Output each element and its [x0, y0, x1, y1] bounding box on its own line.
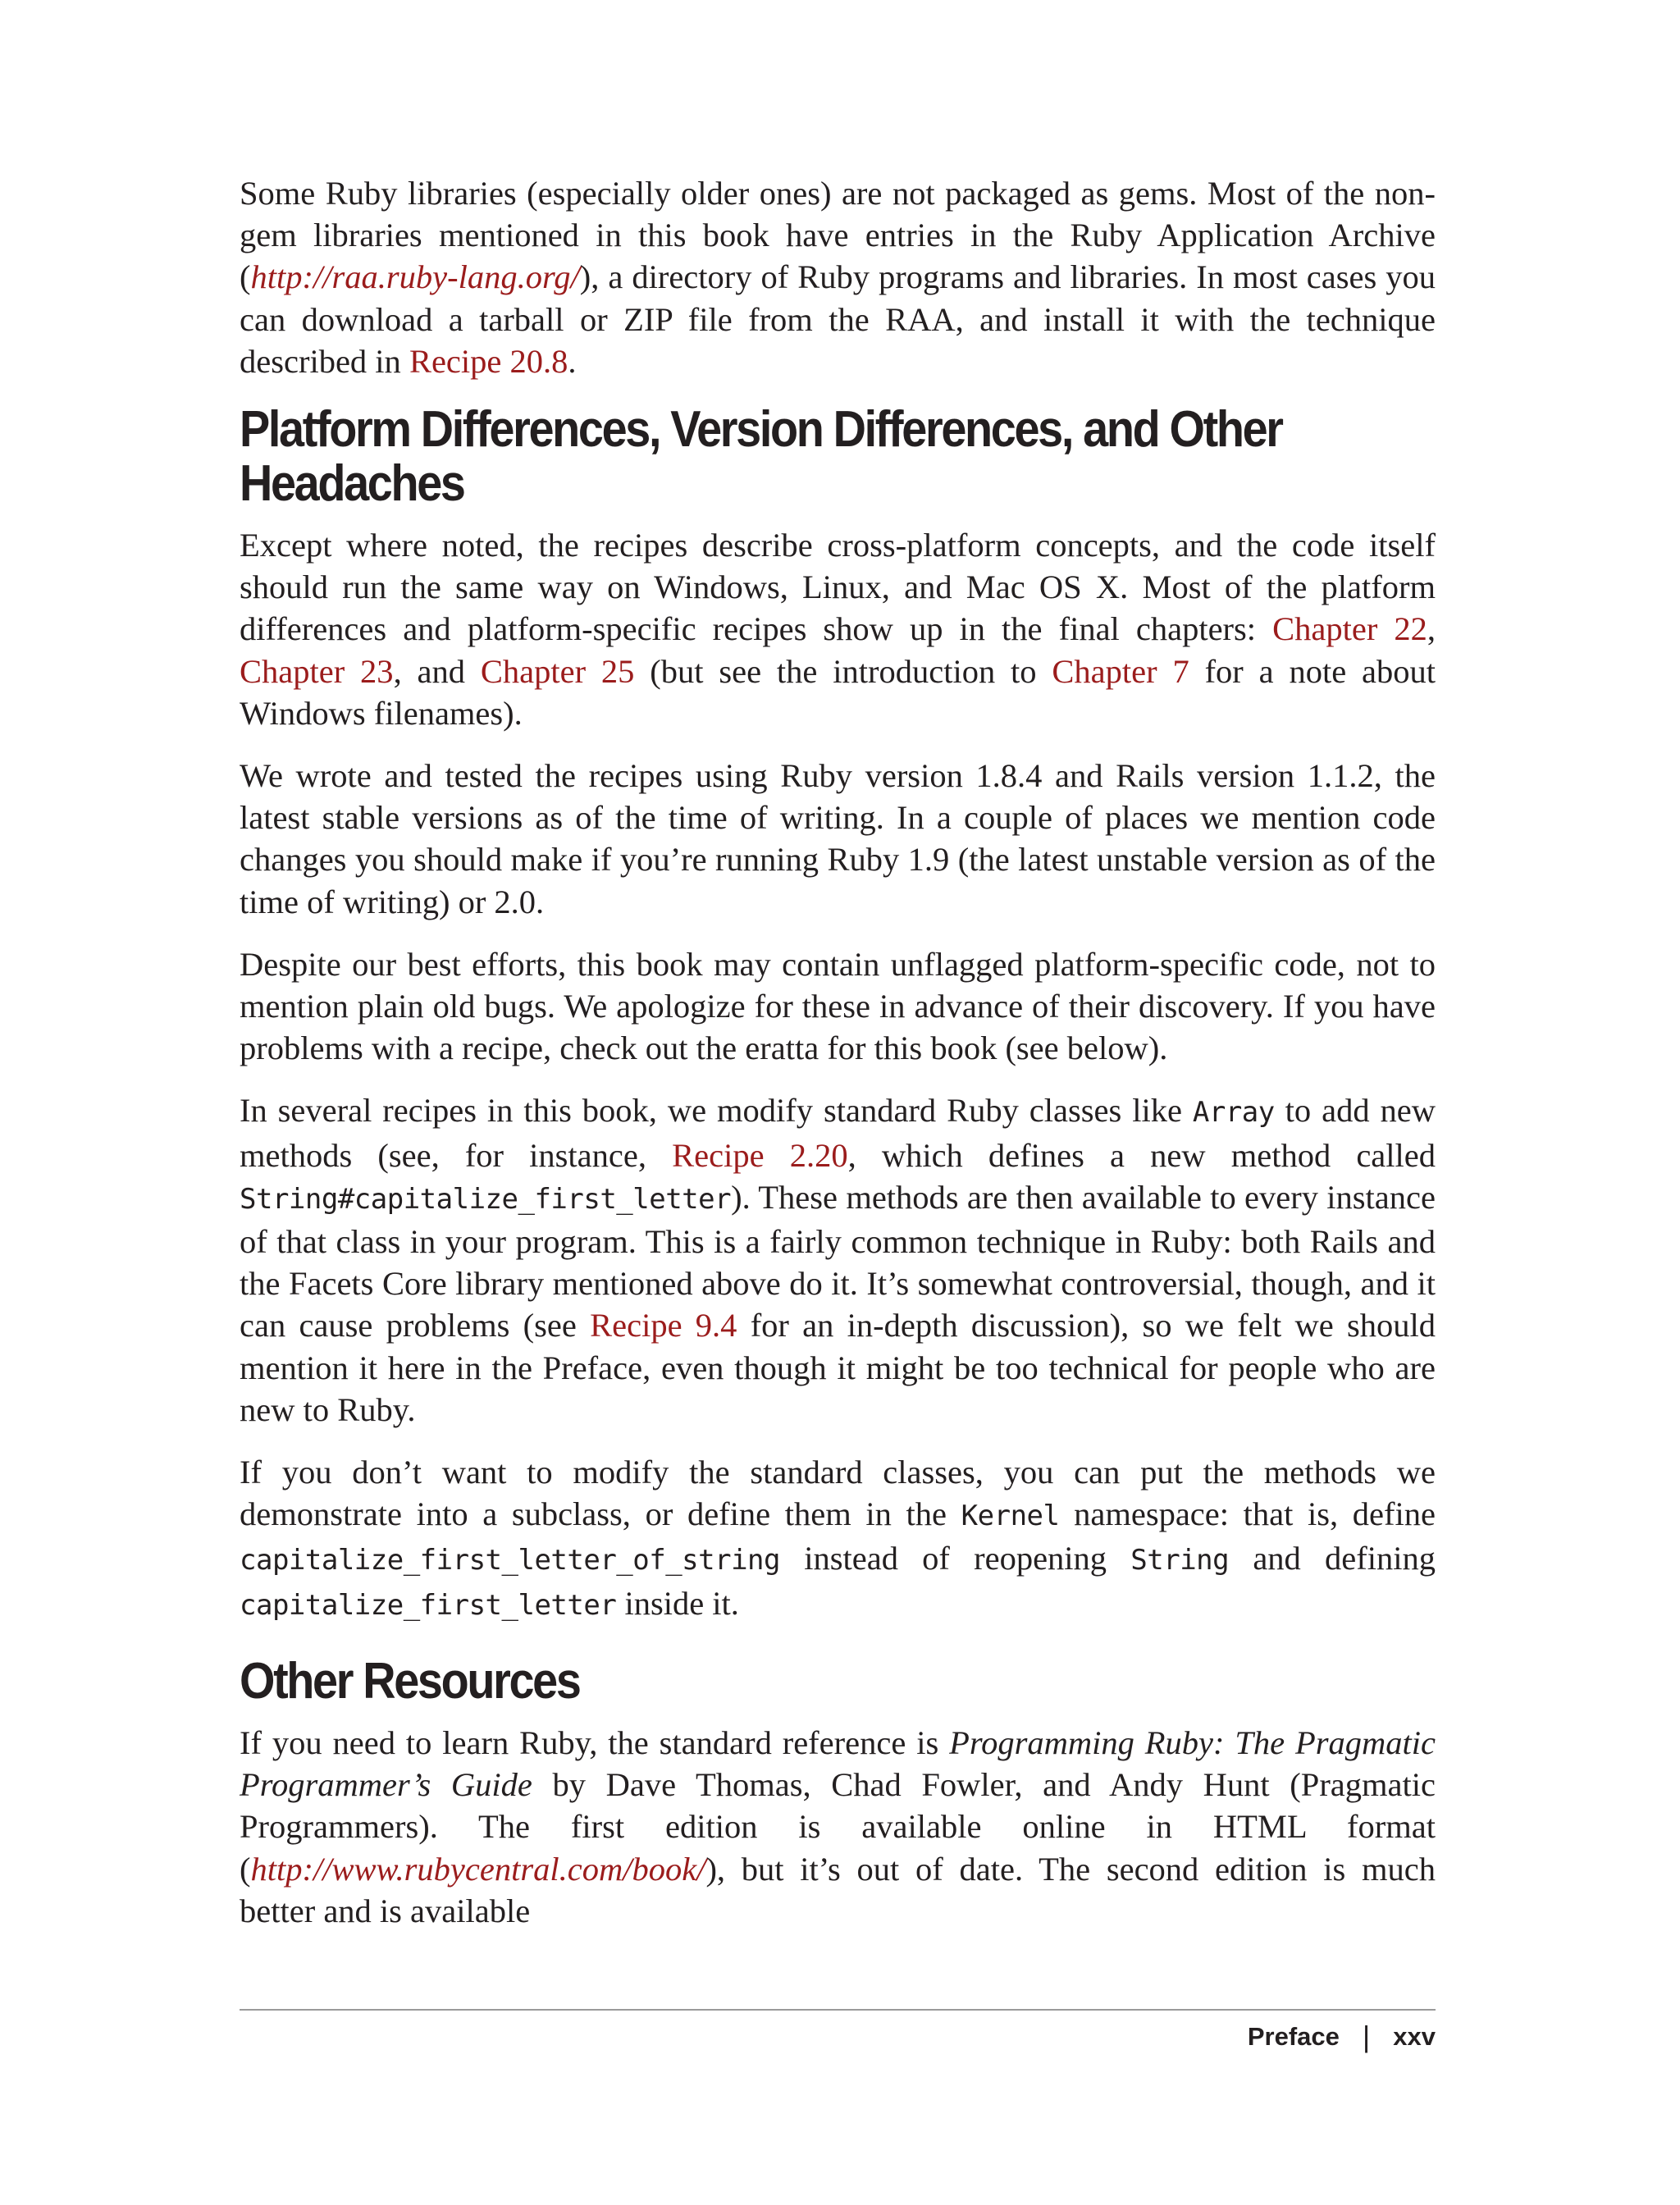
code-string-capitalize: String#capitalize_first_letter — [240, 1182, 732, 1216]
heading-other-resources: Other Resources — [240, 1652, 580, 1710]
paragraph-raa: Some Ruby libraries (especially older ones) are not packaged as gems. Most of the non-gem libraries mentioned in this book have entries in the Ruby Application Archive (http://raa.ruby-lang.org/), a directory of Ruby programs and libraries. In most cases you can download a tarball or ZIP file from the RAA, and install it with the technique described in Recipe 20.8. — [240, 175, 1436, 380]
footer-page-number: xxv — [1393, 2022, 1436, 2051]
recipe-20-8-link[interactable]: Recipe 20.8 — [409, 342, 568, 380]
paragraph-versions: We wrote and tested the recipes using Ruby version 1.8.4 and Rails version 1.1.2, the latest stable versions as of the time of writing. In a couple of places we mention code changes you should make if you’re running Ruby 1.9 (the latest unstable version as of the time of writing) or 2.0. — [240, 757, 1436, 920]
code-capitalize-first-letter: capitalize_first_letter — [240, 1588, 617, 1622]
paragraph-platform: Except where noted, the recipes describe cross-platform concepts, and the code itself should run the same way on Windows, Linux, and Mac OS X. Most of the platform differences and platform-specific recipes show up in the final chapters: Chapter 22, Chapter 23, and Chapter 25 (but see the introduction to Chapter 7 for a note about Windows filenames). — [240, 527, 1436, 732]
page-content — [240, 172, 1436, 1952]
code-capitalize-of-string: capitalize_first_letter_of_string — [240, 1544, 781, 1577]
footer-rule — [240, 2009, 1436, 2011]
code-kernel: Kernel — [961, 1500, 1060, 1533]
footer-separator: | — [1362, 2020, 1371, 2053]
chapter-25-link[interactable]: Chapter 25 — [480, 652, 635, 690]
chapter-7-link[interactable]: Chapter 7 — [1052, 652, 1189, 690]
chapter-23-link[interactable]: Chapter 23 — [240, 652, 394, 690]
recipe-9-4-link[interactable]: Recipe 9.4 — [590, 1307, 737, 1344]
book-title: Programming Ruby: The Pragmatic Programmer’s Guide — [240, 1723, 1436, 1804]
raa-url-link[interactable]: http://raa.ruby-lang.org/ — [250, 258, 580, 296]
rubycentral-url-link[interactable]: http://www.rubycentral.com/book/ — [250, 1850, 706, 1888]
code-array: Array — [1192, 1096, 1275, 1130]
chapter-22-link[interactable]: Chapter 22 — [1272, 610, 1427, 648]
paragraph-bugs: Despite our best efforts, this book may contain unflagged platform-specific code, not to mention plain old bugs. We apologize for these in advance of their discovery. If you have problems with a recipe, check out the eratta for this book (see below). — [240, 945, 1436, 1067]
paragraph-resources: If you need to learn Ruby, the standard reference is Programming Ruby: The Pragmatic Programmer’s Guide by Dave Thomas, Chad Fowler, and Andy Hunt (Pragmatic Programmers). The first edition is available online in HTML format (http://www.rubycentral.com/book/), but it’s out of date. The second edition is much better and is available — [240, 1723, 1436, 1929]
code-string: String — [1130, 1544, 1230, 1577]
footer-section: Preface — [1247, 2022, 1340, 2051]
recipe-2-20-link[interactable]: Recipe 2.20 — [672, 1136, 848, 1174]
paragraph-subclass: If you don’t want to modify the standard classes, you can put the methods we demonstrate into a subclass, or define them in the Kernel namespace: that is, define capitalize_first_letter_of_string instead of reopening String and defining capitalize_first_letter inside it. — [240, 1454, 1436, 1622]
page-footer — [1248, 2020, 1436, 2054]
heading-platform-differences: Platform Differences, Version Differences, and Other Headaches — [240, 401, 1282, 513]
paragraph-modify-classes: In several recipes in this book, we modify standard Ruby classes like Array to add new methods (see, for instance, Recipe 2.20, which defines a new method called String#capitalize_first_letter). These methods are then available to every instance of that class in your program. This is a fairly common technique in Ruby: both Rails and the Facets Core library mentioned above do it. It’s somewhat controversial, though, and it can cause problems (see Recipe 9.4 for an in-depth discussion), so we felt we should mention it here in the Preface, even though it might be too technical for people who are new to Ruby. — [240, 1092, 1436, 1428]
